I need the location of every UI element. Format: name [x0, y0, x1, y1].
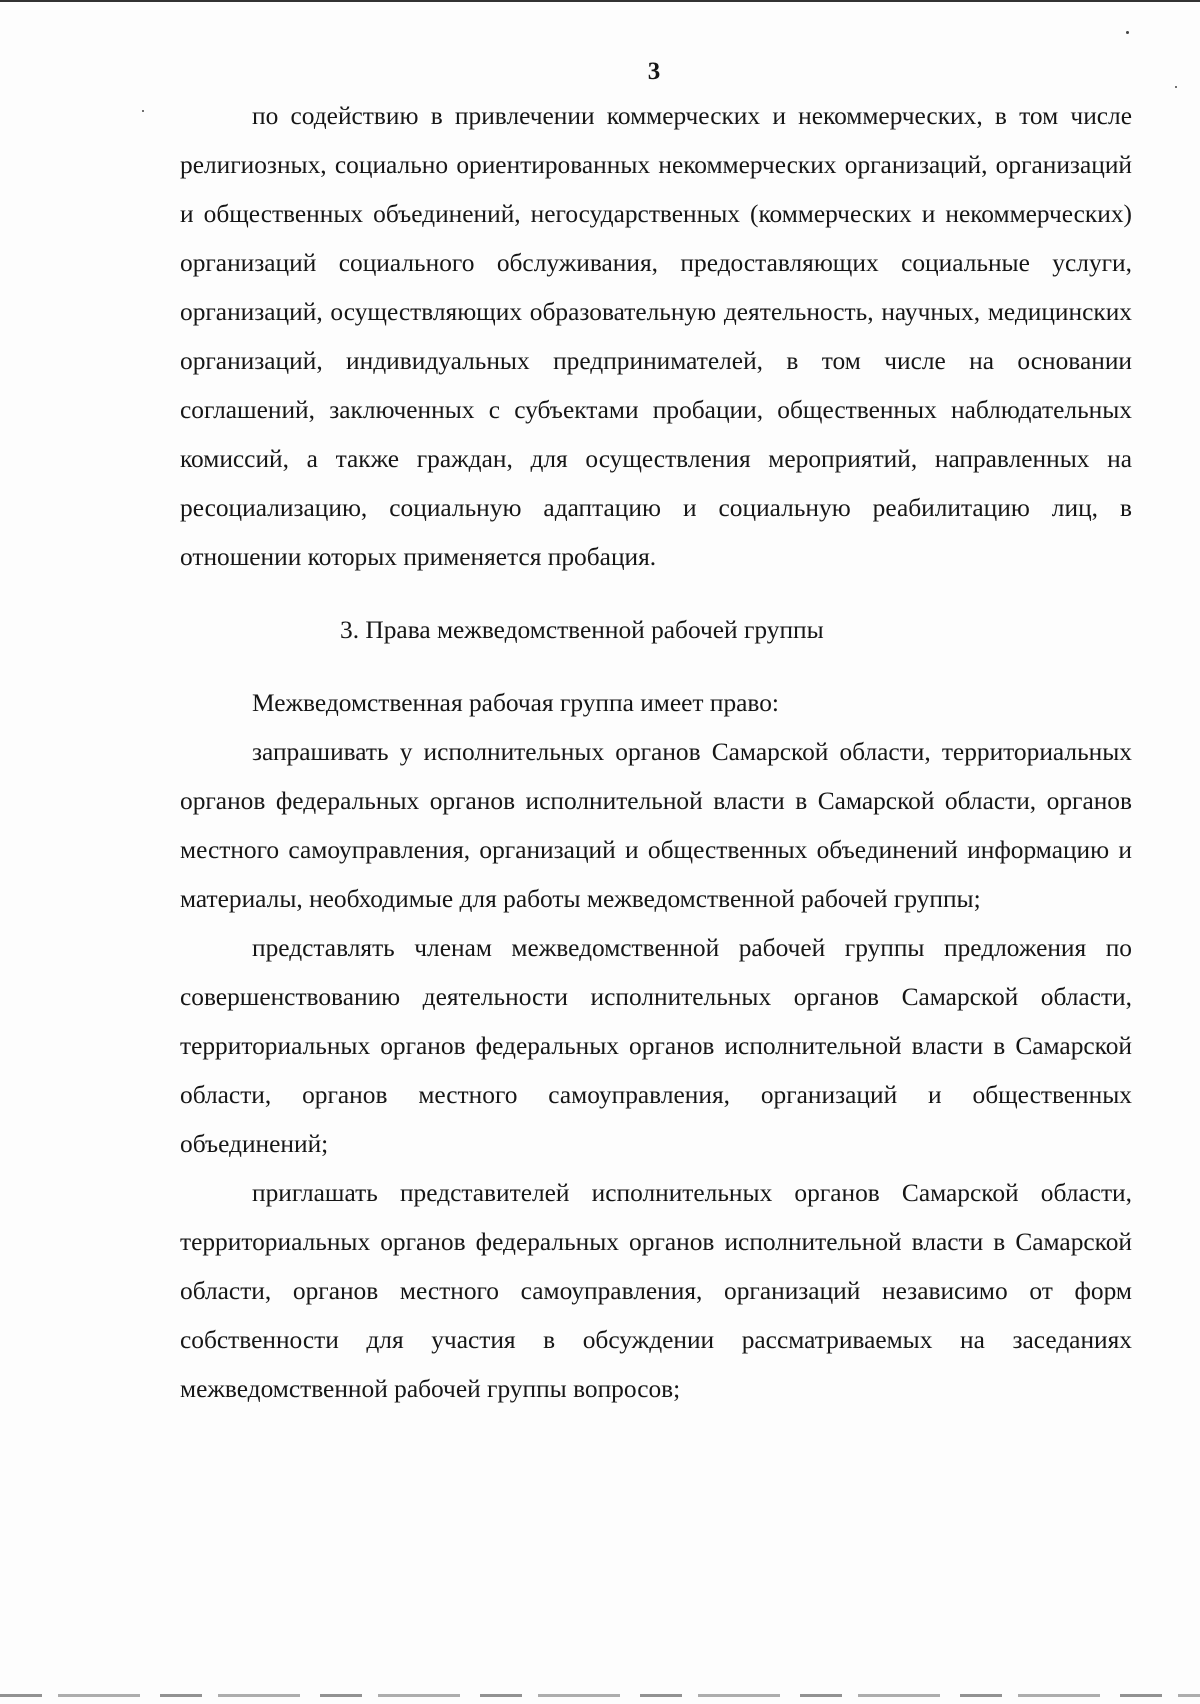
scan-speck [1175, 86, 1177, 88]
paragraph-intro: по содействию в привлечении коммерческих и некоммерческих, в том числе религиозных, социально ориентированных некоммерческих организаций, организаций и общественных объединений, негосударственных (коммерческих и некоммерческих) организаций социального обслуживания, предоставляющих социальные услуги, организаций, осуществляющих образовательную деятельность, научных, медицинских организаций, индивидуальных предпринимателей, в том числе на основании соглашений, заключенных с субъектами пробации, общественных наблюдательных комиссий, а также граждан, для осуществления мероприятий, направленных на ресоциализацию, социальную адаптацию и социальную реабилитацию лиц, в отношении которых применяется пробация. [180, 102, 1132, 571]
document-body [180, 92, 1132, 1414]
right-request-information: запрашивать у исполнительных органов Самарской области, территориальных органов федеральных органов исполнительной власти в Самарской области, органов местного самоуправления, организаций и общественных объединений информацию и материалы, необходимые для работы межведомственной рабочей группы; [180, 738, 1132, 913]
right-invite-representatives: приглашать представителей исполнительных органов Самарской области, территориальных органов федеральных органов исполнительной власти в Самарской области, органов местного самоуправления, организаций независимо от форм собственности для участия в обсуждении рассматриваемых на заседаниях межведомственной рабочей группы вопросов; [180, 1179, 1132, 1403]
page-number: 3 [647, 58, 661, 85]
scan-speck [1126, 31, 1129, 34]
scan-bottom-edge [0, 1694, 1200, 1697]
scan-top-edge [0, 0, 1200, 2]
rights-intro: Межведомственная рабочая группа имеет право: [252, 689, 779, 717]
section-heading: 3. Права межведомственной рабочей группы [340, 616, 824, 644]
scan-speck [142, 110, 144, 112]
right-submit-proposals: представлять членам межведомственной рабочей группы предложения по совершенствованию деятельности исполнительных органов Самарской области, территориальных органов федеральных органов исполнительной власти в Самарской области, органов местного самоуправления, организаций и общественных объединений; [180, 934, 1132, 1158]
